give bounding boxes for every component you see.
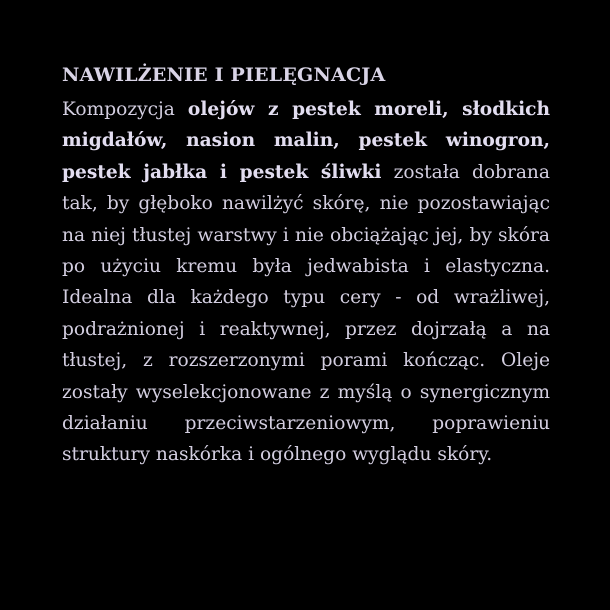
paragraph-body: została dobrana tak, by głęboko nawilżyć skórę, nie pozostawiając na niej tłustej warstwy i nie obciążając jej, by skóra po użyciu kremu była jedwabista i elastyczna. Idealna dla każdego typu cery - od wrażliwej, podrażnionej i reaktywnej, przez dojrzałą a na tłustej, z rozszerzonymi porami kończąc. Oleje zostały wyselekcjonowane z myślą o synergicznym działaniu przeciwstarzeniowym, poprawieniu struktury naskórka i ogólnego wyglądu skóry. <box>62 161 550 466</box>
paragraph-highlight: olejów z pestek moreli, słodkich migdałów, nasion malin, pestek winogron, pestek jabłka i pestek śliwki <box>62 99 550 183</box>
section-heading: NAWILŻENIE I PIELĘGNACJA <box>62 64 386 86</box>
section-paragraph <box>62 94 550 471</box>
paragraph-intro: Kompozycja <box>62 99 188 120</box>
